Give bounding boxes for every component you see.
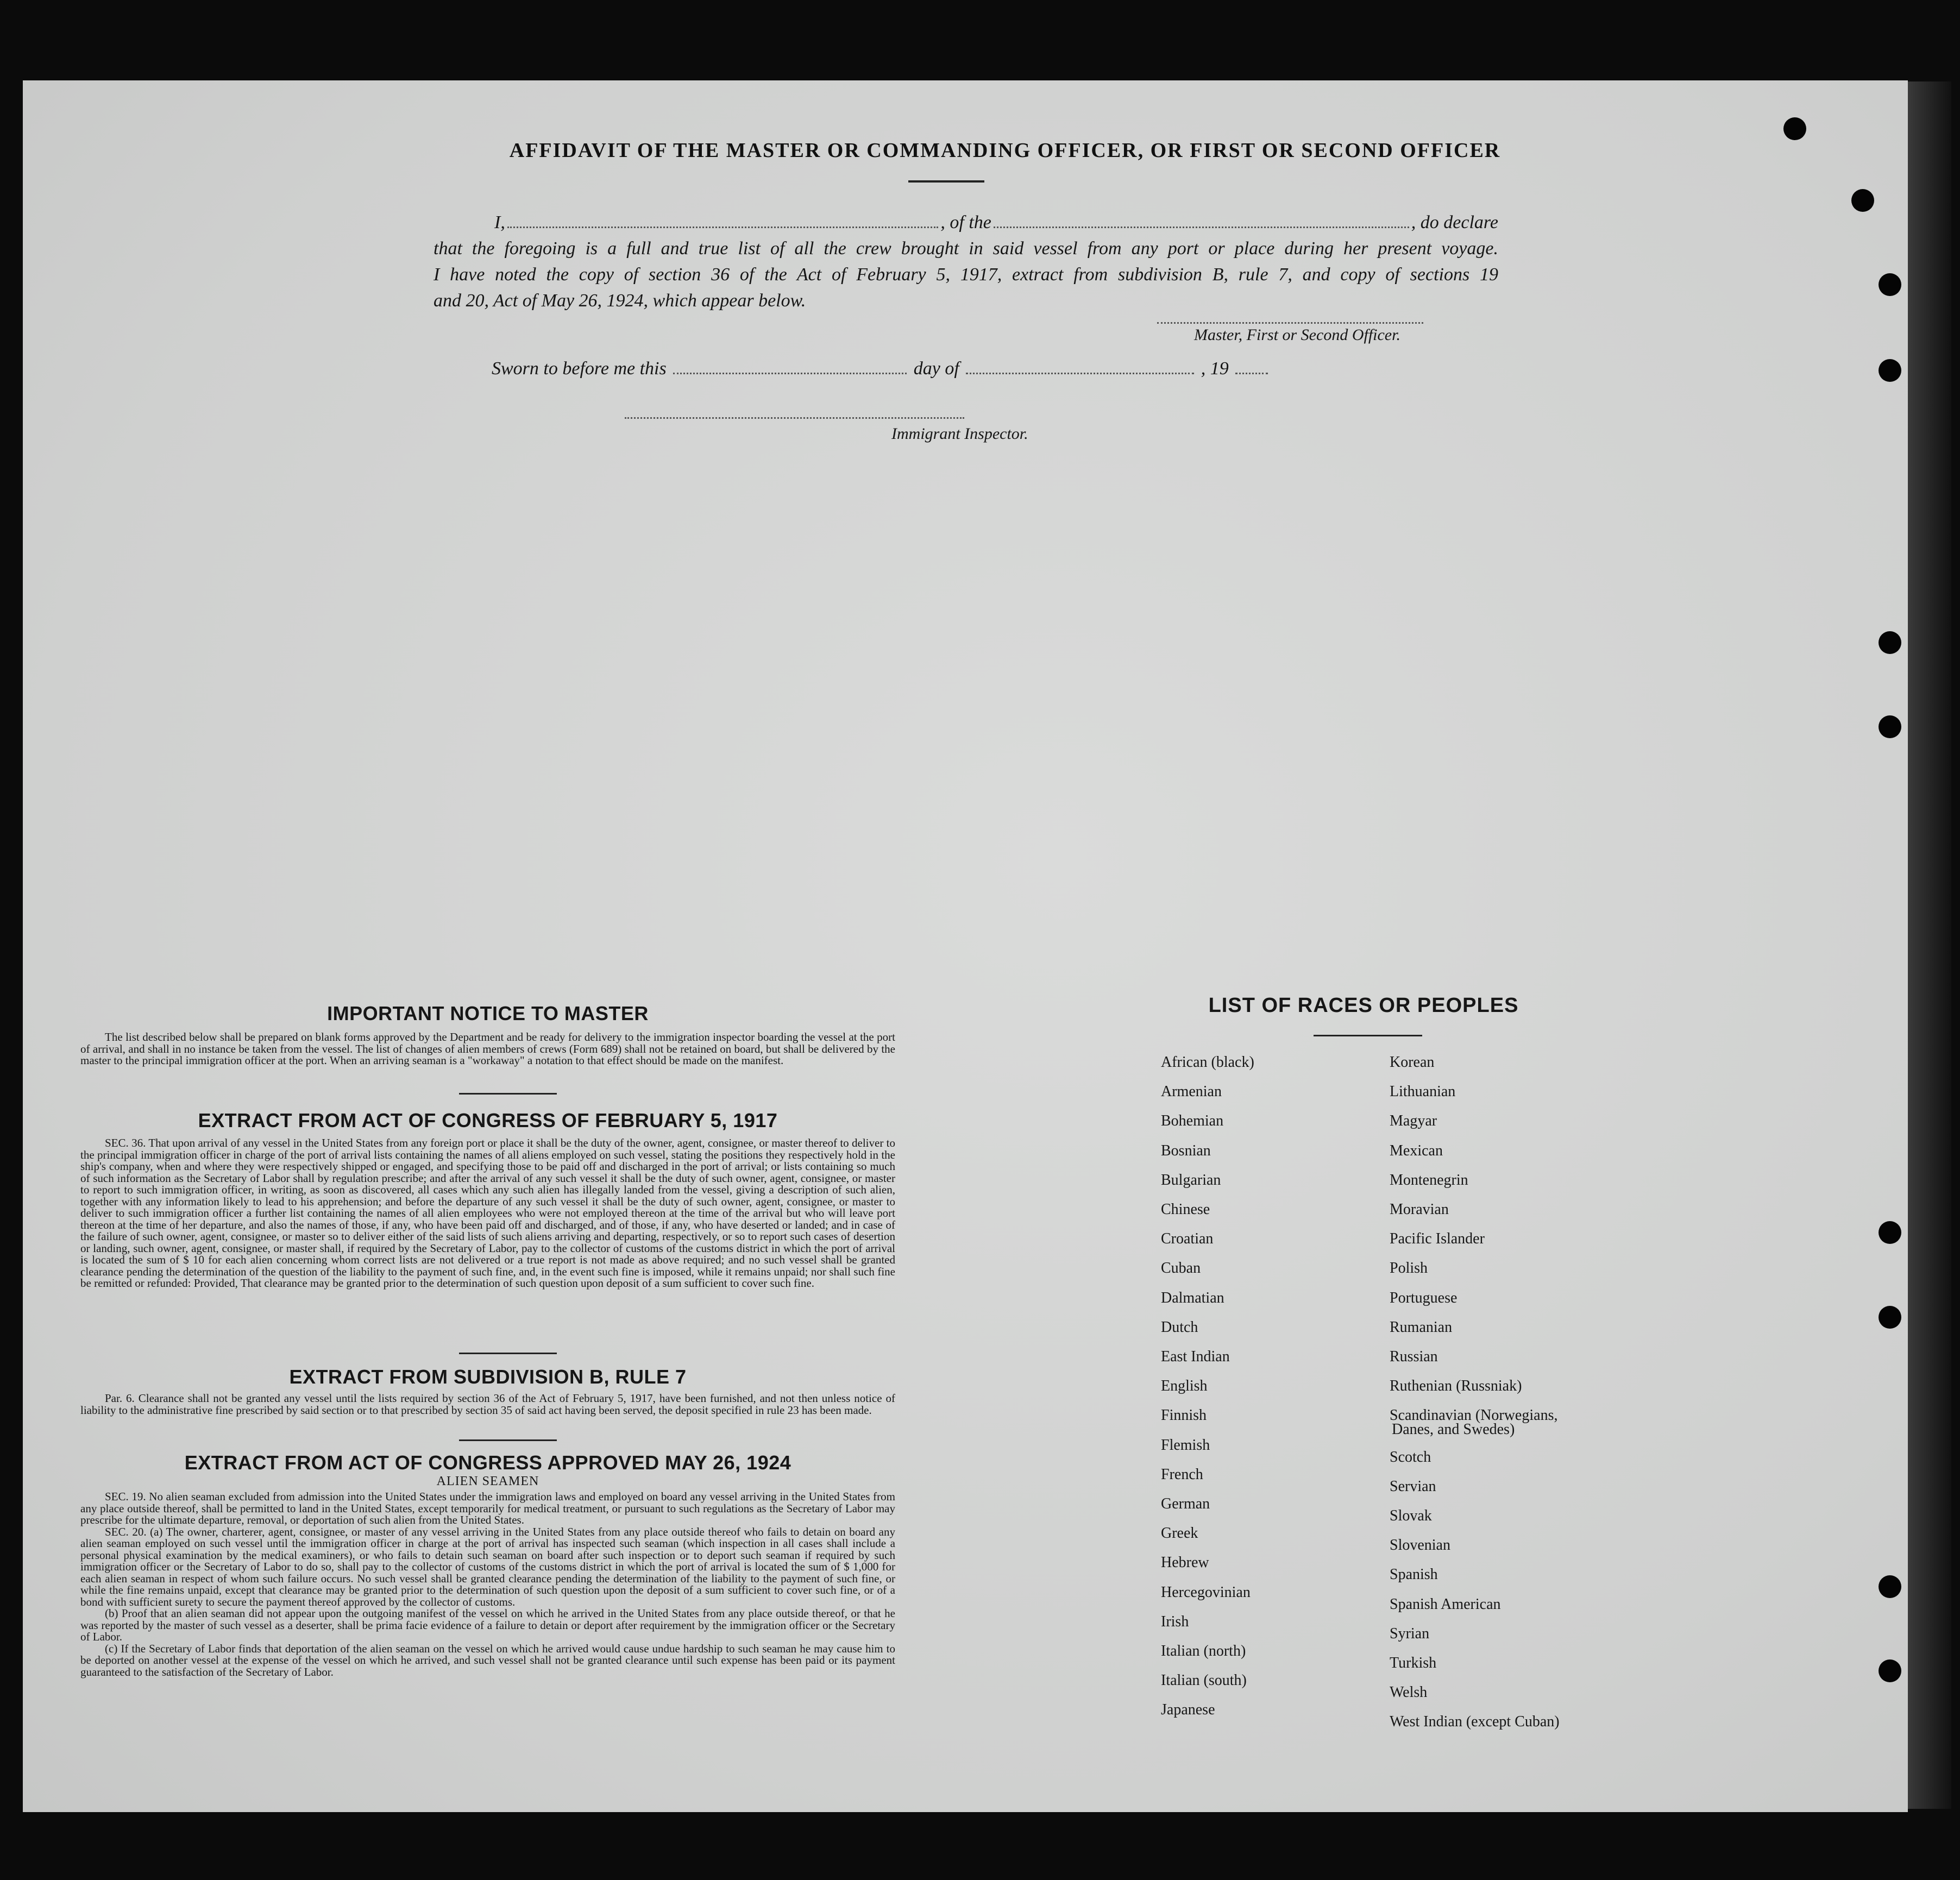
race-item: Syrian <box>1390 1625 1430 1642</box>
race-item: Croatian <box>1161 1230 1214 1248</box>
section-rule <box>459 1439 557 1441</box>
sec-20b-body: (b) Proof that an alien seaman did not appear upon the outgoing manifest of the vessel on which he arrived in the United States from any place outside thereof, or that he was reported by the master of such vessel as a deserter, shall be prima facie evidence of a failure to detain or deport after requirement by the immigration officer or the Secretary of Labor. <box>80 1607 895 1643</box>
binder-hole <box>1879 273 1901 296</box>
declarant-line <box>434 210 1498 236</box>
binder-hole <box>1851 189 1874 212</box>
extract-1917-title: EXTRACT FROM ACT OF CONGRESS OF FEBRUARY 5, 1917 <box>198 1109 778 1131</box>
race-item: East Indian <box>1161 1348 1230 1365</box>
race-item: French <box>1161 1466 1203 1483</box>
master-signature-field[interactable] <box>1157 322 1423 324</box>
extract-1917 <box>80 1109 895 1290</box>
race-item: Irish <box>1161 1613 1189 1630</box>
race-item: Hebrew <box>1161 1554 1209 1571</box>
race-item: Bohemian <box>1161 1112 1224 1130</box>
race-item: Lithuanian <box>1390 1083 1456 1101</box>
sec-20a-body: SEC. 20. (a) The owner, charterer, agent, consignee, or master of any vessel arriving in the United States from any place outside thereof who fails to detain on board any alien seaman employed on such vessel until the immigration officer in charge at the port of arrival has inspected such seaman (which inspection in all cases shall include a personal physical examination by the medical examiners), or who fails to detain such seaman on board after such inspection or to deport such seaman if required by such immigration officer or the Secretary of Labor to do so, shall pay to the collector of customs of the customs district in which the port of arrival is located the sum of $ 1,000 for each alien seaman in respect of whom such failure occurs. No such vessel shall be granted clearance pending the determination of the liability to the payment of such fine, or while the fine remains unpaid, except that clearance may be granted prior to the determination of such question upon the deposit of a sum sufficient to cover such fine, or of a bond with sufficient surety to secure the payment thereof approved by the collector of customs. <box>80 1525 895 1608</box>
race-item: Hercegovinian <box>1161 1583 1251 1601</box>
binder-hole <box>1879 715 1901 738</box>
sworn-day-field[interactable] <box>673 359 907 374</box>
affidavit-title: AFFIDAVIT OF THE MASTER OR COMMANDING OFFICER, OR FIRST OR SECOND OFFICER <box>509 139 1501 162</box>
race-item: Italian (north) <box>1161 1643 1246 1659</box>
section-rule <box>459 1353 557 1354</box>
binder-hole <box>1879 631 1901 654</box>
race-item: Scotch <box>1390 1448 1431 1466</box>
declarant-name-field[interactable] <box>507 212 939 228</box>
binder-hole <box>1879 1659 1901 1682</box>
sec-20c-body: (c) If the Secretary of Labor finds that deportation of the alien seaman on the vessel on which he arrived would cause undue hardship to such seaman he may cause him to be deported on another vessel at the expense of the vessel on which he arrived, and such vessel shall not be granted clearance until such expense has been paid or its payment guaranteed to the satisfaction of the Secretary of Labor. <box>80 1642 895 1678</box>
race-item: African (black) <box>1161 1054 1254 1071</box>
title-rule <box>908 180 984 183</box>
section-rule <box>459 1093 557 1095</box>
race-item: Flemish <box>1161 1436 1210 1454</box>
race-item: Ruthenian (Russniak) <box>1390 1378 1522 1395</box>
race-item: Montenegrin <box>1390 1171 1468 1189</box>
race-item: Finnish <box>1161 1407 1207 1424</box>
race-item: Greek <box>1161 1525 1198 1542</box>
declaration-line-2: that the foregoing is a full and true list of all the crew brought in said vessel from any port or place during her present voyage. <box>434 238 1498 259</box>
race-item: Moravian <box>1390 1201 1449 1218</box>
race-item: Servian <box>1390 1477 1436 1495</box>
race-item: Spanish American <box>1390 1595 1501 1613</box>
race-item: Chinese <box>1161 1201 1210 1218</box>
race-item: Slovak <box>1390 1507 1432 1524</box>
race-item: Magyar <box>1390 1112 1437 1130</box>
race-item: Pacific Islander <box>1390 1230 1485 1248</box>
race-item: Cuban <box>1161 1260 1201 1277</box>
page-edge <box>1908 81 1951 1809</box>
year-prefix: , 19 <box>1201 359 1229 379</box>
declaration-line-4: and 20, Act of May 26, 1924, which appear below. <box>434 291 806 311</box>
race-item: Bosnian <box>1161 1142 1211 1159</box>
vessel-name-field[interactable] <box>994 212 1409 228</box>
rule-7-body: Par. 6. Clearance shall not be granted any vessel until the lists required by section 36 of the Act of February 5, 1917, have been furnished, and not then unless notice of liability to the administrative fine prescribed by said section or to that prescribed by section 35 of said act having been served, the deposit specified in rule 23 has been made. <box>80 1392 895 1417</box>
extract-1917-body: SEC. 36. That upon arrival of any vessel in the United States from any foreign port or place it shall be the duty of the owner, agent, consignee, or master thereof to deliver to the principal immigration officer in charge of the port of arrival lists containing the names of all aliens employed on such vessel, stating the positions they respectively hold in the ship's company, when and where they were respectively shipped or engaged, and specifying those to be paid off and discharged in the port of arrival; or lists containing so much of such information as the Secretary of Labor shall by regulation prescribe; and after the arrival of any such vessel it shall be the duty of such owner, agent, consignee, or master to report to such immigration officer, in writing, as soon as discovered, all cases which any such alien has illegally landed from the vessel, giving a description of such alien, together with any information likely to lead to his apprehension; and before the departure of any such vessel it shall be the duty of such owner, agent, consignee, or master to deliver to such immigration officer a further list containing the names of all alien employees who were not employed thereon at the time of the arrival but who will leave port thereon at the time of her departure, and also the names of those, if any, who have been paid off and discharged, and of those, if any, who have deserted or landed; and in case of the failure of such owner, agent, consignee, or master so to deliver either of the said lists of such aliens arriving and departing, respectively, or so to report such cases of desertion or landing, such owner, agent, consignee, or master shall, if required by the Secretary of Labor, pay to the collector of customs of the customs district in which the port of arrival is located the sum of $ 10 for each alien concerning whom correct lists are not delivered or a true report is not made as above required; and no such vessel shall be granted clearance pending the determination of the question of the liability to the payment of such fine, and, in the event such fine is imposed, while it remains unpaid; nor shall such fine be remitted or refunded: Provided, That clearance may be granted prior to the determination of such question upon deposit of a sum sufficient to cover such fine. <box>80 1136 895 1290</box>
declarant-prefix: I, <box>494 212 505 232</box>
race-item: Dutch <box>1161 1318 1198 1336</box>
notice-body: The list described below shall be prepared on blank forms approved by the Department and be ready for delivery to the immigration inspector boarding the vessel at the port of arrival, and shall in no instance be taken from the vessel. The list of changes of alien members of crews (Form 689) shall not be retained on board, but shall be delivered by the master to the principal immigration officer at the port. When an arriving seaman is a "workaway" a notation to that effect should be made on the manifest. <box>80 1030 895 1067</box>
sworn-line <box>492 359 1270 379</box>
race-item: Dalmatian <box>1161 1289 1224 1306</box>
race-item: Armenian <box>1161 1083 1222 1101</box>
race-item: Russian <box>1390 1348 1438 1365</box>
extract-rule-7 <box>80 1366 895 1416</box>
extract-1924-title: EXTRACT FROM ACT OF CONGRESS APPROVED MAY 26, 1924 <box>184 1451 791 1474</box>
declare-text: , do declare <box>1411 212 1498 232</box>
inspector-caption: Immigrant Inspector. <box>891 425 1028 443</box>
race-item: Danes, and Swedes) <box>1392 1421 1515 1438</box>
race-item: Korean <box>1390 1054 1435 1071</box>
race-item: English <box>1161 1378 1208 1395</box>
master-caption: Master, First or Second Officer. <box>1194 326 1400 344</box>
race-item: Polish <box>1390 1260 1428 1277</box>
race-item: Bulgarian <box>1161 1171 1221 1189</box>
declaration-line-3: I have noted the copy of section 36 of the Act of February 5, 1917, extract from subdivision B, rule 7, and copy of sections 19 <box>434 265 1498 285</box>
affidavit-body <box>434 210 1498 314</box>
inspector-signature-field[interactable] <box>625 417 964 419</box>
notice-title: IMPORTANT NOTICE TO MASTER <box>327 1002 649 1024</box>
race-item: Rumanian <box>1390 1318 1453 1336</box>
races-title-rule <box>1314 1035 1422 1036</box>
sworn-month-field[interactable] <box>966 359 1194 374</box>
race-item: Turkish <box>1390 1655 1437 1671</box>
race-item: Japanese <box>1161 1701 1215 1719</box>
binder-hole <box>1879 1306 1901 1329</box>
extract-1924 <box>80 1451 895 1678</box>
race-item: Scandinavian (Norwegians, <box>1390 1407 1558 1424</box>
binder-hole <box>1783 117 1806 140</box>
race-item: German <box>1161 1495 1210 1512</box>
alien-seamen-heading: ALIEN SEAMEN <box>436 1474 539 1488</box>
vessel-prefix: , of the <box>940 212 991 232</box>
binder-hole <box>1879 1575 1901 1598</box>
sworn-year-field[interactable] <box>1235 359 1268 374</box>
race-item: Spanish <box>1390 1566 1438 1583</box>
race-item: Portuguese <box>1390 1289 1458 1306</box>
rule-7-title: EXTRACT FROM SUBDIVISION B, RULE 7 <box>289 1366 687 1388</box>
race-item: Slovenian <box>1390 1537 1450 1554</box>
day-of-text: day of <box>913 359 959 379</box>
race-item: Welsh <box>1390 1684 1428 1701</box>
binder-hole <box>1879 1221 1901 1244</box>
sec-19-body: SEC. 19. No alien seaman excluded from admission into the United States under the immigration laws and employed on board any vessel arriving in the United States from any place outside thereof, shall be permitted to land in the United States, except temporarily for medical treatment, or pursuant to such regulations as the Secretary of Labor may prescribe for the ultimate departure, removal, or deportation of such alien from the United States. <box>80 1490 895 1526</box>
binder-hole <box>1879 359 1901 382</box>
important-notice <box>80 1002 895 1067</box>
sworn-prefix: Sworn to before me this <box>492 359 667 379</box>
race-item: Mexican <box>1390 1142 1443 1159</box>
race-item: West Indian (except Cuban) <box>1390 1713 1560 1731</box>
race-item: Italian (south) <box>1161 1672 1247 1689</box>
races-title: LIST OF RACES OR PEOPLES <box>1208 994 1519 1017</box>
